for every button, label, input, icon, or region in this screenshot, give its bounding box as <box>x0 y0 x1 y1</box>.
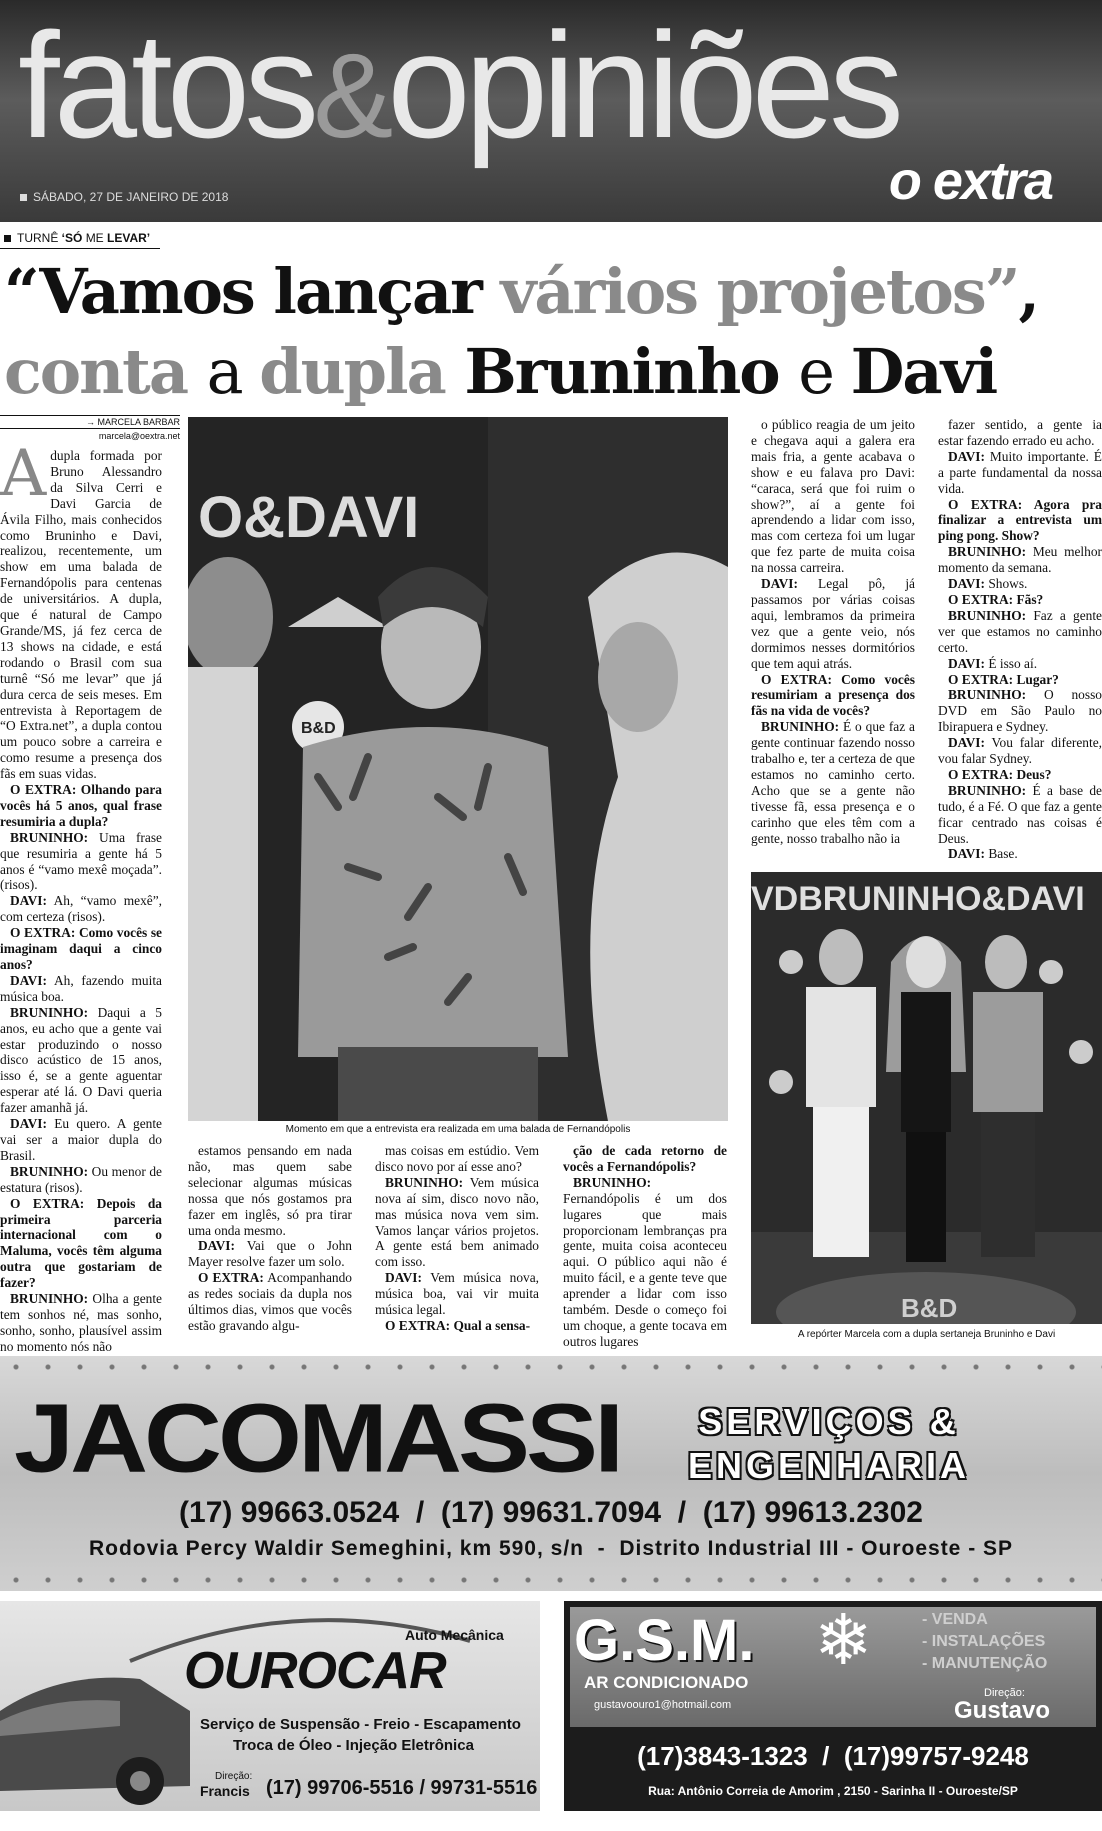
jacomassi-serv2: ENGENHARIA <box>688 1445 971 1486</box>
paragraph-text: É a base de tudo, é a Fé. O que faz a gente ficar centrado nas coisas é Deus. <box>938 782 1102 846</box>
ourocar-line1: Serviço de Suspensão - Freio - Escapamento <box>200 1716 521 1733</box>
article-paragraph <box>751 719 915 846</box>
paragraph-text: Daqui a 5 anos, eu acho que a gente vai estar produzindo o nosso disco acústico de 15 anos, isso é, se a gente aguentar esperar até lá. O Davi queria fazer amanhã já. <box>0 1004 162 1116</box>
headline-l2e: e <box>798 335 851 408</box>
headline-l1b: vários projetos” <box>500 255 1019 328</box>
speaker-label: BRUNINHO: <box>10 1004 89 1020</box>
headline-l2c: dupla <box>259 335 465 408</box>
speaker-label: BRUNINHO: <box>10 1291 89 1307</box>
kicker-rule <box>0 248 160 249</box>
article-paragraph <box>938 687 1102 735</box>
gsm-service-maintenance: - MANUTENÇÃO <box>922 1655 1048 1672</box>
speaker-label: DAVI: <box>10 1116 47 1132</box>
paragraph-text: É isso aí. <box>984 655 1038 671</box>
gsm-director-label: Direção: <box>984 1687 1025 1699</box>
paragraph-text: Ah, “vamo mexê”, com certeza (risos). <box>0 893 162 925</box>
speaker-label: BRUNINHO: <box>385 1174 464 1190</box>
speaker-label: O EXTRA: Como vocês resumiriam a presença dos fãs na vida de vocês? <box>751 671 915 719</box>
paragraph-text: dupla formada por Bruno Alessandro da Silva Cerri e Davi Garcia de Ávila Filho, mais conhecidos como Bruninho e Davi, realizou, recentemente, um show em uma balada de Fernandópolis para centenas de universitários. A dupla, que é natural de Campo Grande/MS, já fez cerca de 13 shows na cidade, e está rodando o Brasil com sua turnê “Só me levar” que já dura cerca de seis meses. Em entrevista à Reportagem de “O Extra.net”, a dupla contou um pouco sobre a carreira e como resume a presença dos fãs em suas vidas. <box>0 448 162 782</box>
speaker-label: DAVI: <box>948 735 985 751</box>
photo2-banner-text: VDBRUNINHO&DAVI <box>751 880 1085 918</box>
paragraph-text: Meu melhor momento da semana. <box>938 544 1102 576</box>
speaker-label: DAVI: <box>948 846 985 862</box>
ourocar-director-name: Francis <box>200 1783 250 1799</box>
article-paragraph <box>751 417 915 576</box>
paragraph-text: Shows. <box>984 576 1028 592</box>
photo1-logo-text: B&D <box>301 720 336 737</box>
headline-l2a: conta <box>4 335 207 408</box>
jacomassi-serv1: SERVIÇOS & <box>698 1401 960 1442</box>
paragraph-text: Ah, fazendo muita música boa. <box>0 972 162 1004</box>
interview-photo-illustration <box>188 417 728 1121</box>
article-paragraph <box>0 830 162 894</box>
article-paragraph <box>938 846 1102 862</box>
gsm-service-sale: - VENDA <box>922 1611 988 1628</box>
speaker-label: O EXTRA: Qual a sensa- <box>385 1317 531 1333</box>
byline-email: marcela@oextra.net <box>98 431 180 441</box>
speaker-label: O EXTRA: Como vocês se imaginam daqui a cinco anos? <box>0 925 162 972</box>
masthead <box>0 0 1102 222</box>
article-column-4 <box>563 1143 727 1350</box>
speaker-label: BRUNINHO: <box>10 829 89 845</box>
paragraph-text: Muito importante. É a parte fundamental da nossa vida. <box>938 448 1102 496</box>
ourocar-logo: OUROCAR <box>184 1642 446 1700</box>
paragraph-text: fazer sentido, a gente ia estar fazendo errado eu acho. <box>938 417 1102 448</box>
speaker-label: DAVI: <box>198 1238 235 1254</box>
jacomassi-logo: JACOMASSI <box>14 1383 621 1492</box>
speaker-label: DAVI: <box>948 576 985 592</box>
article-paragraph <box>0 893 162 925</box>
article-paragraph <box>375 1143 539 1175</box>
article-paragraph <box>0 1196 162 1291</box>
article-paragraph <box>0 1164 162 1196</box>
speaker-label: O EXTRA: Agora pra finalizar a entrevista um ping pong. Show? <box>938 496 1102 544</box>
paragraph-text: É o que faz a gente continuar fazendo nosso trabalho e, ter a certeza de que estamos no caminho certo. Acho que se a gente não tivesse fã, essa presença e o carinho que eles têm com a gente, nosso trabalho não ia <box>751 719 915 846</box>
headline-line1 <box>4 252 1102 332</box>
article-paragraph <box>188 1143 352 1238</box>
article-paragraph <box>375 1270 539 1318</box>
brand-logo: o extra <box>888 151 1052 211</box>
article-column-5 <box>751 417 915 846</box>
article-paragraph <box>938 735 1102 767</box>
paragraph-text: Fernandópolis é um dos lugares que mais proporcionam lembranças pra gente, muita coisa aconteceu aqui. O público aqui não é muito fácil, e a gente teve que aprender a lidar com isso também. Desde o começo foi um choque, a gente tocava em outros lugares <box>563 1190 727 1349</box>
speaker-label: DAVI: <box>948 655 985 671</box>
ad-rivets-bottom <box>0 1575 1102 1585</box>
speaker-label: DAVI: <box>10 972 47 988</box>
ourocar-director-label: Direção: <box>215 1771 253 1782</box>
article-paragraph <box>938 544 1102 576</box>
article-paragraph <box>938 656 1102 672</box>
paragraph-text: Vai que o John Mayer resolve fazer um solo. <box>188 1238 352 1270</box>
paragraph-text: O nosso DVD em São Paulo no Ibirapuera e Sydney. <box>938 687 1102 735</box>
paragraph-text: Acompanhando as redes sociais da dupla nos últimos dias, vimos que vocês estão gravando algu- <box>188 1270 352 1333</box>
article-column-6 <box>938 417 1102 862</box>
article-paragraph <box>751 672 915 720</box>
article-paragraph <box>188 1238 352 1270</box>
article-paragraph <box>563 1175 727 1350</box>
article-paragraph <box>938 592 1102 608</box>
masthead-title <box>18 1 899 169</box>
headline-l2d: Bruninho <box>464 335 799 408</box>
article-paragraph <box>0 1005 162 1116</box>
speaker-label: O EXTRA: Deus? <box>948 766 1052 782</box>
headline-l1a: “Vamos lançar <box>4 255 501 328</box>
snowflake-icon: ❄ <box>814 1603 873 1680</box>
article-column-3 <box>375 1143 539 1334</box>
ourocar-phones: (17) 99706-5516 / 99731-5516 <box>266 1777 538 1799</box>
masthead-title-part2: opiniões <box>387 1 899 169</box>
issue-date: SÁBADO, 27 DE JANEIRO DE 2018 <box>20 190 228 204</box>
article-paragraph <box>938 576 1102 592</box>
headline-l2f: Davi <box>850 335 997 408</box>
speaker-label: BRUNINHO: <box>948 607 1027 623</box>
jacomassi-services <box>688 1400 970 1488</box>
article-paragraph <box>375 1318 539 1334</box>
article-paragraph <box>751 576 915 671</box>
section-kicker <box>4 231 150 245</box>
article-column-1 <box>0 437 162 1355</box>
masthead-title-part1: fatos <box>18 1 314 169</box>
article-paragraph <box>938 497 1102 545</box>
paragraph-text: Olha a gente tem sonhos né, mas sonho, sonho, sonho, plausível assim no momento nós não <box>0 1291 162 1354</box>
article-paragraph <box>563 1143 727 1175</box>
speaker-label: DAVI: <box>10 893 47 909</box>
jacomassi-phones: (17) 99663.0524 / (17) 99631.7094 / (17) 99613.2302 <box>179 1496 923 1529</box>
gsm-director-name: Gustavo <box>954 1697 1051 1724</box>
paragraph-text: Vem música nova aí sim, disco novo não, mas música nova vem sim. Vamos lançar vários projetos. A gente está bem animado com isso. <box>375 1174 539 1270</box>
headline-line2 <box>4 332 1102 412</box>
speaker-label: BRUNINHO: <box>948 782 1027 798</box>
headline-l2b: a <box>206 335 260 408</box>
article-paragraph <box>0 437 162 782</box>
jacomassi-address: Rodovia Percy Waldir Semeghini, km 590, s/n - Distrito Industrial III - Ouroeste - SP <box>88 1537 1014 1560</box>
article-paragraph <box>938 767 1102 783</box>
speaker-label: BRUNINHO: <box>761 719 840 735</box>
gsm-services <box>922 1609 1047 1675</box>
ourocar-tag: Auto Mecânica <box>405 1627 504 1643</box>
speaker-label: BRUNINHO: <box>948 544 1027 560</box>
article-paragraph <box>0 973 162 1005</box>
interview-photo-caption: Momento em que a entrevista era realizada em uma balada de Fernandópolis <box>285 1124 631 1135</box>
speaker-label: DAVI: <box>948 448 985 464</box>
kicker-me: ME <box>85 231 108 245</box>
article-paragraph <box>938 672 1102 688</box>
headline <box>4 252 1102 412</box>
headline-l1c: , <box>1018 255 1039 328</box>
ad-rivets-top <box>0 1362 1102 1372</box>
group-photo-caption: A repórter Marcela com a dupla sertaneja Bruninho e Davi <box>797 1329 1056 1340</box>
gsm-subtitle: AR CONDICIONADO <box>584 1673 749 1692</box>
drop-cap: A <box>0 437 47 511</box>
gsm-service-install: - INSTALAÇÕES <box>922 1633 1046 1650</box>
paragraph-text: Ou menor de estatura (risos). <box>0 1163 162 1195</box>
speaker-label: O EXTRA: Fãs? <box>948 591 1044 607</box>
article-paragraph <box>938 608 1102 656</box>
masthead-title-amp: & <box>313 29 388 163</box>
article-paragraph <box>0 782 162 830</box>
speaker-label: DAVI: <box>385 1270 422 1286</box>
photo2-floor-logo: B&D <box>901 1293 958 1323</box>
speaker-label: O EXTRA: <box>198 1270 264 1286</box>
article-column-2 <box>188 1143 352 1334</box>
paragraph-text: Legal pô, já passamos por várias coisas aqui, lembramos da primeira vez que a gente veio, nós dormimos nesses dormitórios que tem aqui atrás. <box>751 576 915 671</box>
article-paragraph <box>938 417 1102 449</box>
paragraph-text: Faz a gente ver que estamos no caminho certo. <box>938 607 1102 655</box>
article-paragraph <box>375 1175 539 1270</box>
gsm-address: Rua: Antônio Correia de Amorim , 2150 - Sarinha II - Ouroeste/SP <box>648 1784 1018 1798</box>
kicker-prefix: TURNÊ <box>17 231 62 245</box>
paragraph-text: estamos pensando em nada não, mas quem sabe selecionar algumas músicas nossa que nós gostamos pra fazer em inglês, só pra tirar uma onda mesmo. <box>188 1143 352 1238</box>
paragraph-text: Vem música nova, música boa, vai vir muita música legal. <box>375 1270 539 1318</box>
speaker-label: ção de cada retorno de vocês a Fernandópolis? <box>563 1143 727 1174</box>
speaker-label: O EXTRA: Lugar? <box>948 671 1059 687</box>
article-paragraph <box>938 449 1102 497</box>
speaker-label: BRUNINHO: <box>10 1163 89 1179</box>
paragraph-text: mas coisas em estúdio. Vem disco novo por aí esse ano? <box>375 1143 539 1174</box>
article-paragraph <box>0 925 162 973</box>
ad-ourocar <box>0 1601 540 1811</box>
speaker-label: BRUNINHO: <box>573 1174 652 1190</box>
byline-author: → MARCELA BARBAR <box>0 415 180 429</box>
speaker-label: BRUNINHO: <box>948 687 1027 703</box>
paragraph-text: Vou falar diferente, vou falar Sydney. <box>938 735 1102 767</box>
paragraph-text: o público reagia de um jeito e chegava aqui a galera era mais fria, a gente acabava o show e eu falava pro Davi: “caraca, será que foi ruim o show?”, aí a gente foi aprendendo a lidar com isso, mas com certeza foi um lugar que fez parte de muita coisa na nossa carreira. <box>751 417 915 576</box>
speaker-label: DAVI: <box>761 576 798 592</box>
kicker-so: ‘SÓ <box>61 231 86 245</box>
article-paragraph <box>0 1291 162 1355</box>
gsm-email: gustavoouro1@hotmail.com <box>594 1699 732 1711</box>
gsm-phones: (17)3843-1323 / (17)99757-9248 <box>637 1741 1029 1771</box>
paragraph-text: Eu quero. A gente vai ser a maior dupla do Brasil. <box>0 1116 162 1163</box>
article-paragraph <box>0 1116 162 1164</box>
interview-photo <box>188 417 728 1121</box>
kicker-levar: LEVAR’ <box>107 231 151 245</box>
speaker-label: O EXTRA: Depois da primeira parceria internacional com o Maluma, vocês têm alguma outra que gostariam de fazer? <box>0 1195 162 1291</box>
speaker-label: O EXTRA: Olhando para vocês há 5 anos, qual frase resumiria a dupla? <box>0 782 162 829</box>
article-paragraph <box>938 783 1102 847</box>
photo1-banner-text: O&DAVI <box>198 485 420 550</box>
paragraph-text: Base. <box>984 846 1018 862</box>
group-photo-illustration <box>751 872 1102 1324</box>
paragraph-text: Uma frase que resumiria a gente há 5 anos é “vamo mexê moçada”. (risos). <box>0 829 162 893</box>
group-photo <box>751 872 1102 1324</box>
article-paragraph <box>188 1270 352 1334</box>
gsm-logo: G.S.M. <box>574 1608 755 1673</box>
ourocar-line2: Troca de Óleo - Injeção Eletrônica <box>233 1737 474 1754</box>
ad-gsm <box>564 1601 1102 1811</box>
